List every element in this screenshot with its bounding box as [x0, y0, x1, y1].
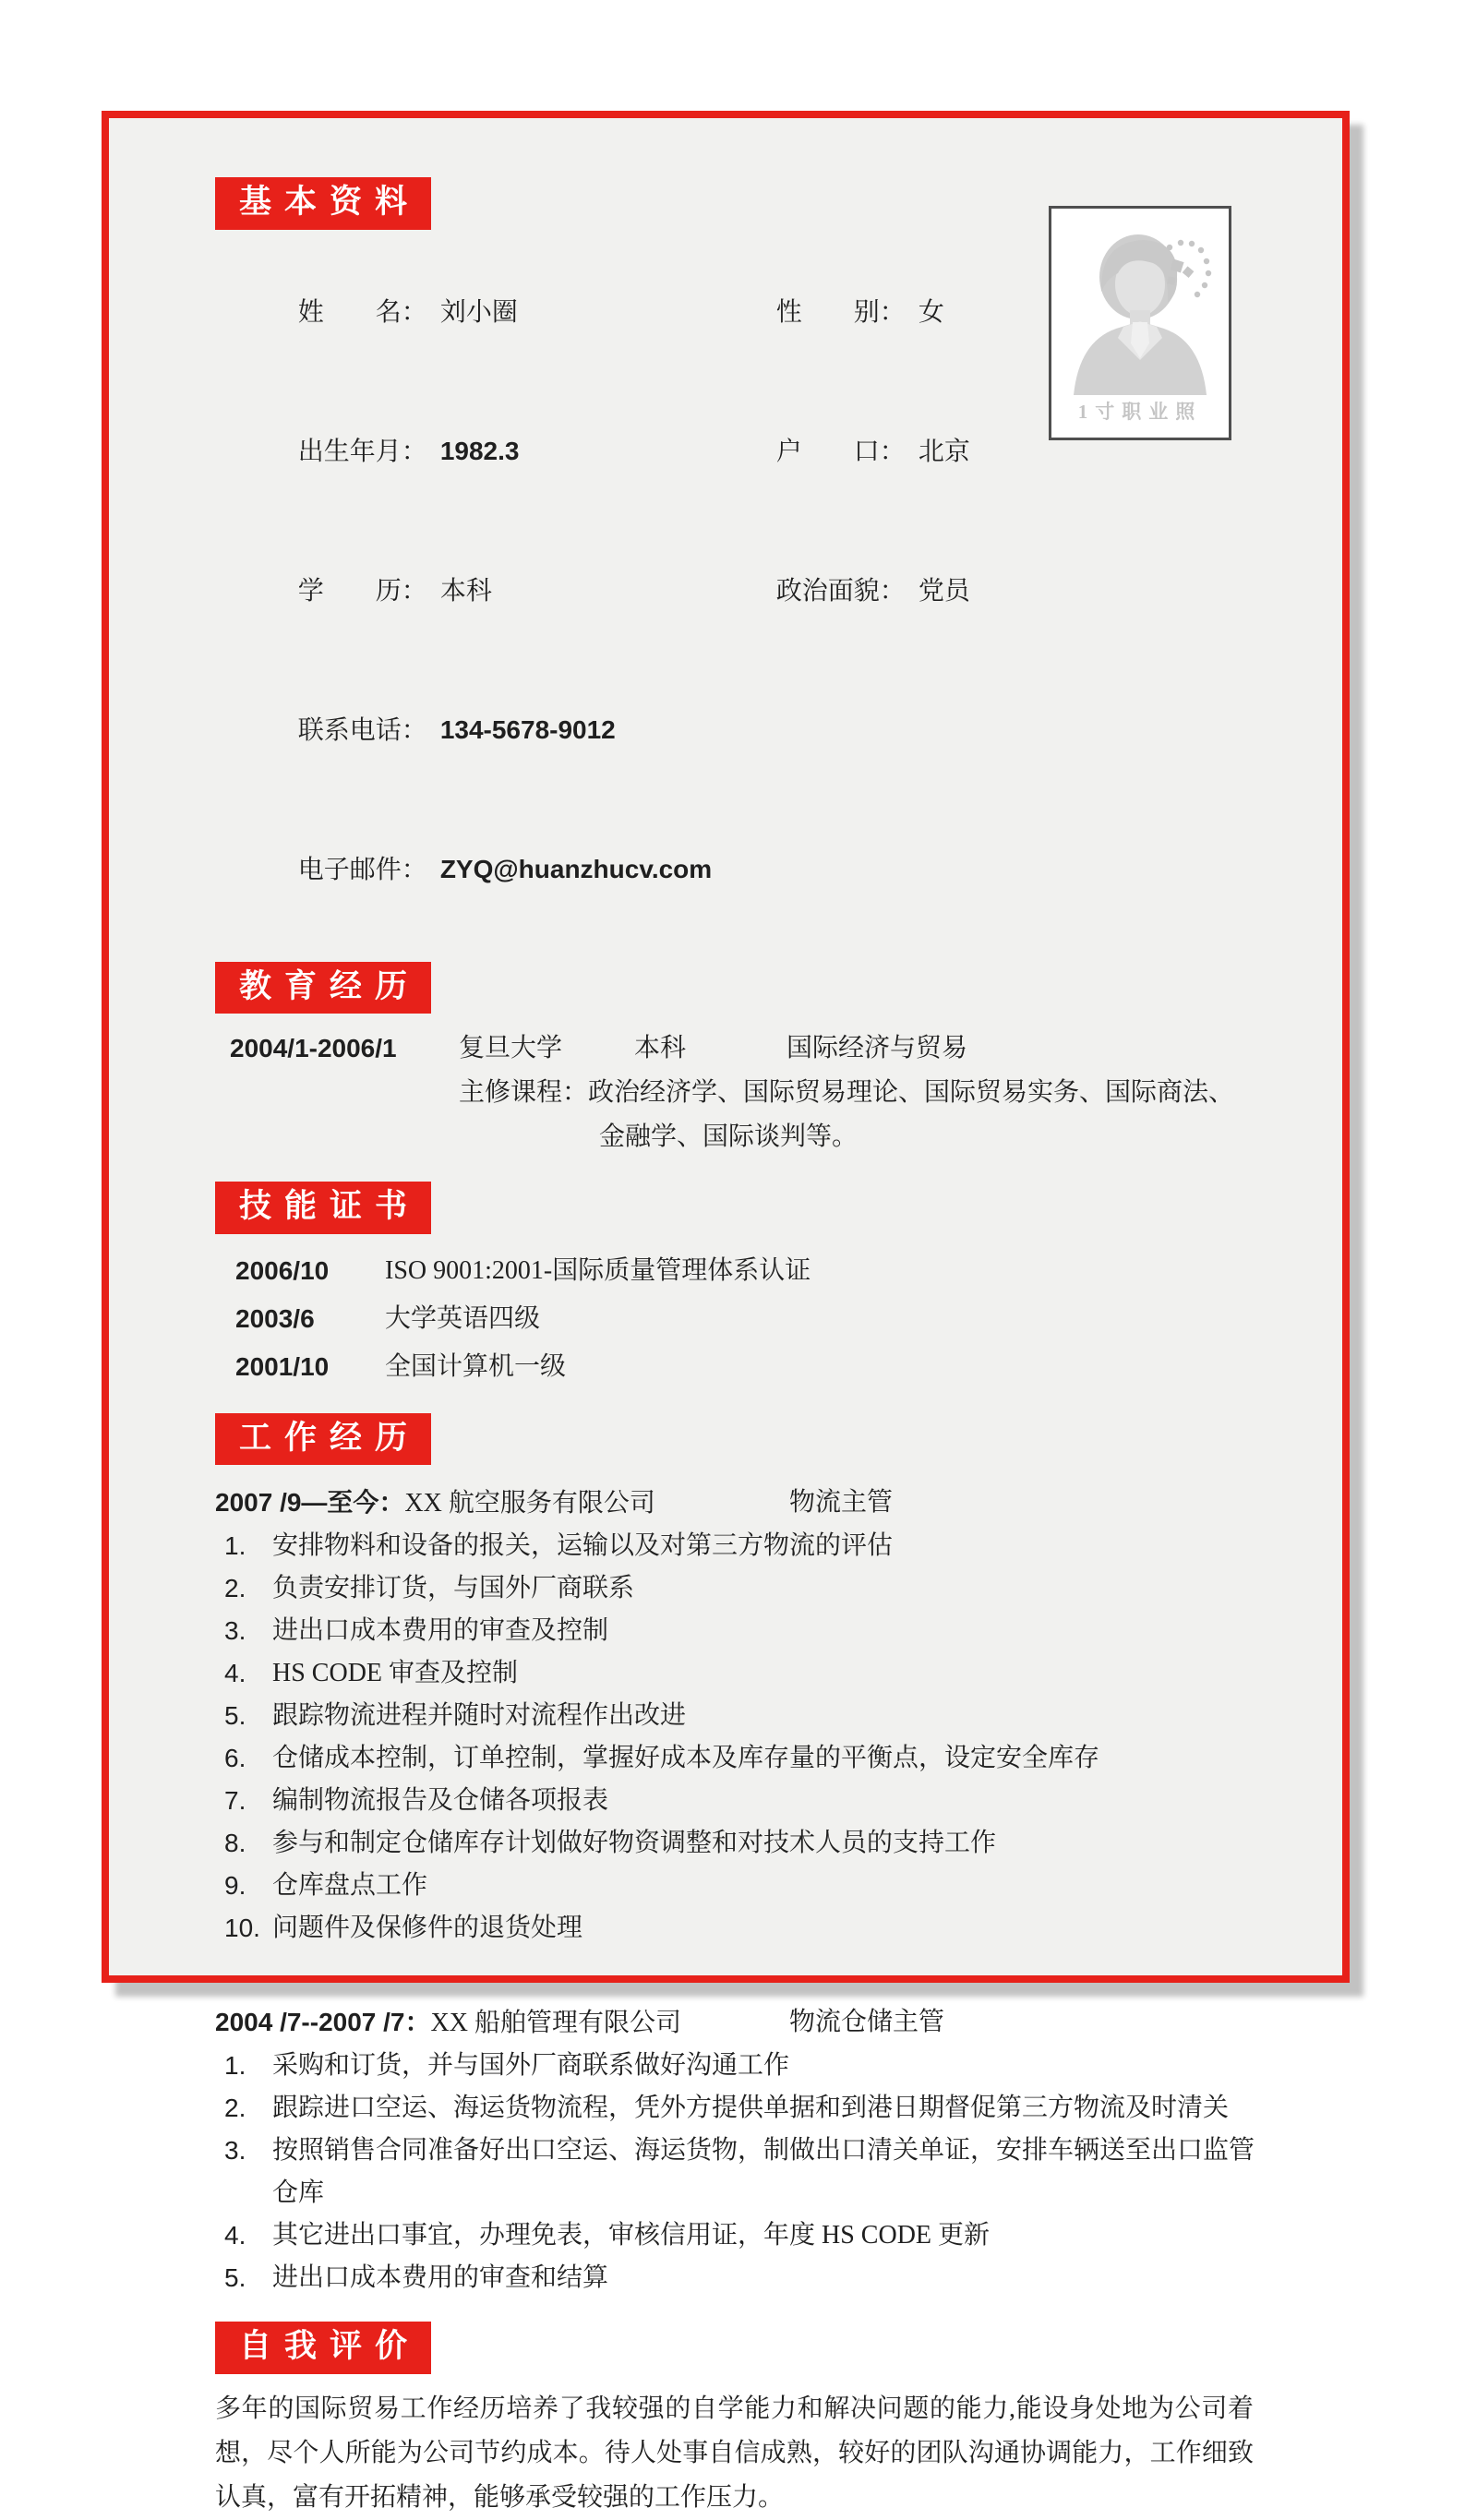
duty-text: 其它进出口事宜，办理免表，审核信用证，年度 HS CODE 更新: [272, 2221, 991, 2250]
field-residence-value: 北京: [918, 437, 970, 466]
field-name-label: 姓 名：: [297, 297, 427, 327]
education-degree: 本科: [634, 1034, 687, 1062]
certificate-date: 2003/6: [235, 1303, 315, 1333]
duty-number: 2.: [224, 1574, 246, 1602]
education-courses-line1: 政治经济学、国际贸易理论、国际贸易实务、国际商法、: [588, 1078, 1235, 1107]
duty-text: 参与和制定仓储库存计划做好物资调整和对技术人员的支持工作: [272, 1829, 997, 1857]
resume-page: [102, 111, 1350, 2512]
duty-number: 6.: [224, 1744, 246, 1772]
duty-item: [224, 1610, 1291, 1652]
duty-number: 1.: [224, 1531, 246, 1560]
duty-number: 9.: [224, 1871, 246, 1900]
field-phone: [226, 661, 1291, 800]
certificate-name: ISO 9001:2001-国际质量管理体系认证: [385, 1255, 811, 1285]
field-email-value: ZYQ@huanzhucv.com: [439, 854, 713, 883]
field-degree-value: 本科: [439, 576, 492, 606]
duty-item: [224, 2087, 1291, 2130]
field-phone-label: 联系电话：: [297, 715, 427, 745]
resume-content: [109, 118, 1342, 2520]
duty-number: 7.: [224, 1786, 246, 1815]
job-entry-1: [215, 1482, 1291, 1950]
job-header: [215, 1482, 1291, 1525]
duty-text: 仓库盘点工作: [272, 1871, 428, 1900]
job-role: 物流主管: [789, 1488, 894, 1517]
duty-item: [224, 1525, 1291, 1567]
duty-item: [224, 1907, 1291, 1950]
section-title-education: 教育经历: [215, 962, 431, 1014]
job-company: XX 航空服务有限公司: [404, 1489, 655, 1518]
field-political-status-value: 党员: [918, 576, 970, 606]
duty-item: [224, 1695, 1291, 1737]
duty-number: 10.: [224, 1914, 260, 1942]
duty-item: [224, 1822, 1291, 1865]
job-role: 物流仓储主管: [789, 2008, 945, 2036]
duty-item: [224, 2045, 1291, 2087]
certificate-row: [235, 1247, 1291, 1295]
duty-number: 2.: [224, 2094, 246, 2122]
certificates-block: [215, 1247, 1291, 1391]
duty-text: 采购和订货，并与国外厂商联系做好沟通工作: [272, 2051, 790, 2080]
duty-item: [224, 1567, 1291, 1610]
duty-text: 负责安排订货，与国外厂商联系: [272, 1574, 635, 1602]
education-school: 复旦大学: [459, 1034, 563, 1062]
duty-text: 进出口成本费用的审查和结算: [272, 2263, 609, 2292]
duty-number: 1.: [224, 2051, 246, 2080]
duty-item: [224, 2257, 1291, 2299]
field-phone-value: 134-5678-9012: [439, 714, 616, 744]
duty-number: 5.: [224, 1701, 246, 1730]
duty-item: [224, 2214, 1291, 2257]
duty-text: HS CODE 审查及控制: [272, 1659, 519, 1687]
job-header: [215, 2001, 1291, 2045]
section-title-certificates: 技能证书: [215, 1182, 431, 1234]
job-period: 2004 /7--2007 /7：: [215, 2008, 431, 2036]
duty-number: 8.: [224, 1829, 246, 1857]
duty-text: 安排物料和设备的报关，运输以及对第三方物流的评估: [272, 1531, 894, 1560]
field-birth-value: 1982.3: [439, 436, 520, 465]
duty-item: [224, 1865, 1291, 1907]
field-birth-label: 出生年月：: [297, 437, 427, 466]
field-email-label: 电子邮件：: [297, 855, 427, 884]
section-title-basic-info: 基本资料: [215, 177, 431, 230]
certificate-row: [235, 1295, 1291, 1343]
field-political-status: [704, 522, 970, 661]
field-email: [226, 800, 1291, 940]
duty-number: 3.: [224, 2136, 246, 2165]
duty-number: 4.: [224, 2221, 246, 2250]
duty-item: [224, 1780, 1291, 1822]
education-block: [230, 1026, 1291, 1159]
field-degree-label: 学 历：: [297, 576, 427, 606]
basic-info-right-column: [704, 243, 970, 661]
field-residence-label: 户 口：: [775, 437, 906, 466]
certificate-date: 2001/10: [235, 1351, 330, 1381]
field-gender-value: 女: [918, 297, 944, 327]
job-company: XX 船舶管理有限公司: [430, 2009, 681, 2037]
duty-text: 问题件及保修件的退货处理: [272, 1914, 583, 1942]
education-period: 2004/1-2006/1: [230, 1034, 397, 1062]
duty-text: 跟踪进口空运、海运货物流程，凭外方提供单据和到港日期督促第三方物流及时清关: [272, 2094, 1230, 2122]
section-title-self-evaluation: 自我评价: [215, 2322, 431, 2374]
duty-text: 仓储成本控制，订单控制，掌握好成本及库存量的平衡点，设定安全库存: [272, 1744, 1100, 1772]
duty-item: [224, 2130, 1291, 2214]
field-name-value: 刘小圈: [439, 297, 518, 327]
duty-item: [224, 1737, 1291, 1780]
job-period: 2007 /9—至今：: [215, 1488, 405, 1517]
duty-text: 进出口成本费用的审查及控制: [272, 1616, 609, 1645]
education-courses-row: [459, 1071, 1291, 1115]
field-residence: [704, 382, 970, 522]
job-entry-2: [215, 2001, 1291, 2299]
certificate-date: 2006/10: [235, 1255, 330, 1285]
certificate-name: 全国计算机一级: [385, 1351, 567, 1381]
education-courses-line2: 金融学、国际谈判等。: [599, 1122, 859, 1151]
photo-caption: 1寸职业照: [1077, 401, 1203, 423]
duty-item: [224, 1652, 1291, 1695]
duty-number: 3.: [224, 1616, 246, 1645]
duty-number: 5.: [224, 2263, 246, 2292]
duty-text: 按照销售合同准备好出口空运、海运货物，制做出口清关单证，安排车辆送至出口监管仓库: [272, 2136, 1255, 2207]
duty-text: 跟踪物流进程并随时对流程作出改进: [272, 1701, 687, 1730]
education-row: [230, 1026, 1291, 1071]
self-evaluation-text: 多年的国际贸易工作经历培养了我较强的自学能力和解决问题的能力,能设身处地为公司着想，尽个人所能为公司节约成本。待人处事自信成熟，较好的团队沟通协调能力，工作细致认真，富有开拓精神，能够承受较强的工作压力。: [215, 2394, 1254, 2512]
education-major: 国际经济与贸易: [787, 1034, 968, 1062]
field-gender-label: 性 别：: [775, 297, 906, 327]
basic-info-grid: [226, 243, 1291, 940]
field-gender: [704, 243, 970, 382]
field-political-status-label: 政治面貌：: [775, 576, 906, 606]
duty-number: 4.: [224, 1659, 246, 1687]
section-title-work-experience: 工作经历: [215, 1413, 431, 1466]
duty-text: 编制物流报告及仓储各项报表: [272, 1786, 609, 1815]
certificate-row: [235, 1343, 1291, 1391]
education-courses-label: 主修课程：: [459, 1078, 589, 1107]
certificate-name: 大学英语四级: [385, 1303, 541, 1333]
